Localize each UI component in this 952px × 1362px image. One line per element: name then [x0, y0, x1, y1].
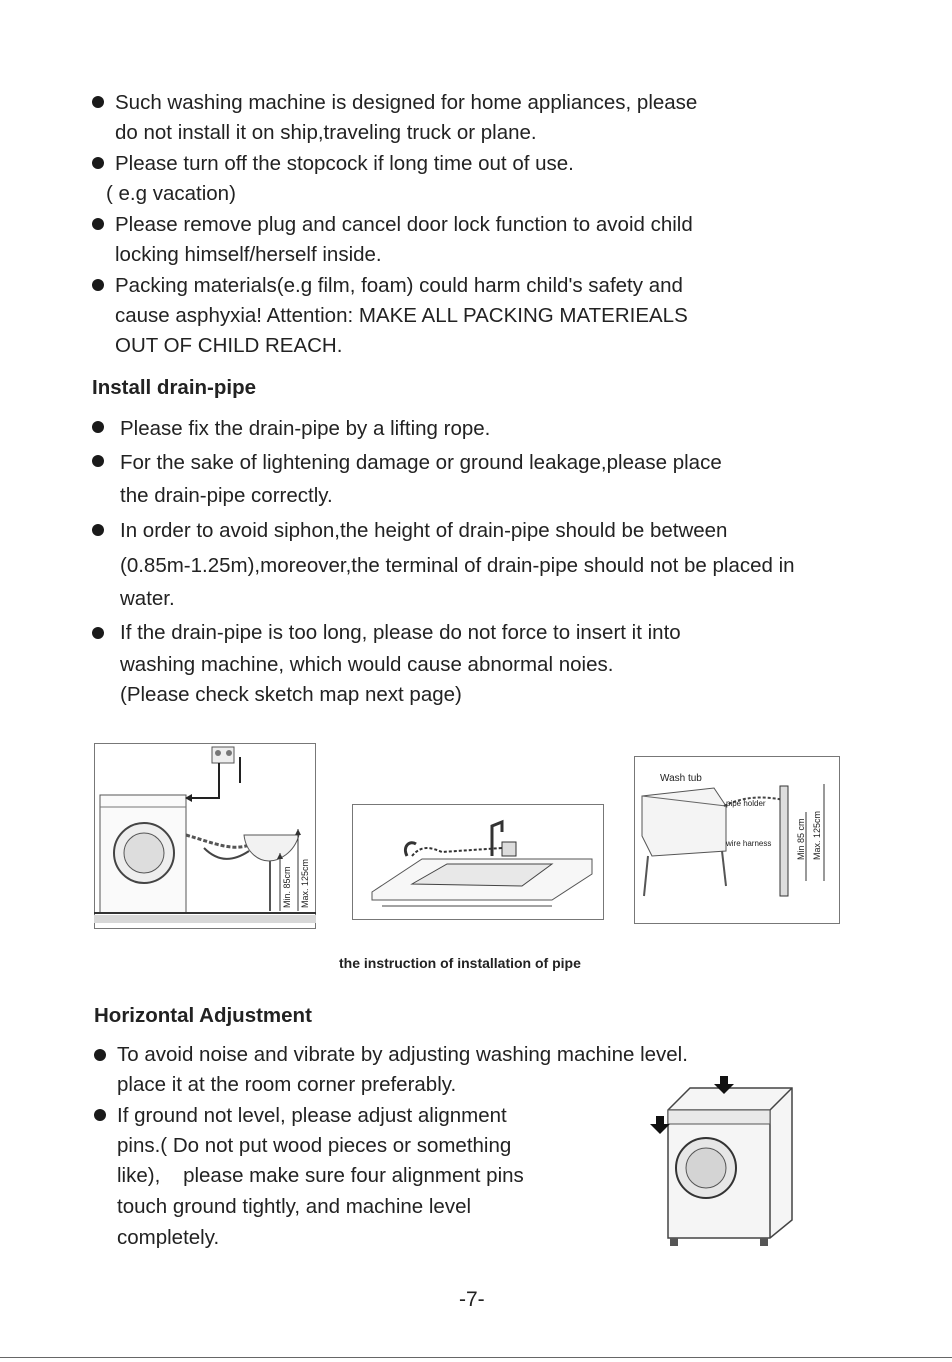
figure-wash-tub-svg — [634, 756, 840, 924]
horizontal-bullet-1-line-1: To avoid noise and vibrate by adjusting washing machine level. — [117, 1043, 688, 1066]
fig3-max-label: Max. 125cm — [812, 810, 822, 860]
intro-bullet-3-line-2: locking himself/herself inside. — [115, 243, 382, 266]
horizontal-bullet-2-line-1: If ground not level, please adjust alignment — [117, 1104, 507, 1127]
intro-bullet-3-line-1: Please remove plug and cancel door lock function to avoid child — [115, 213, 693, 236]
intro-bullet-2-line-1: Please turn off the stopcock if long time out of use. — [115, 152, 574, 175]
fig1-min-label: Min. 85cm — [282, 866, 292, 908]
drain-bullet-3-line-2: (0.85m-1.25m),moreover,the terminal of drain-pipe should not be placed in — [120, 554, 795, 577]
drain-section-heading: Install drain-pipe — [92, 376, 257, 399]
horizontal-section-heading: Horizontal Adjustment — [94, 1004, 312, 1027]
drain-bullet-2-line-2: the drain-pipe correctly. — [120, 484, 333, 507]
bullet-dot — [92, 421, 104, 433]
intro-bullet-4-line-3: OUT OF CHILD REACH. — [115, 334, 343, 357]
fig1-max-label: Max. 125cm — [300, 858, 310, 908]
fig3-holder-label: pipe holder — [726, 799, 766, 808]
horizontal-bullet-2-line-3: like), please make sure four alignment pins — [117, 1164, 524, 1187]
fig3-min-label: Min 85 cm — [796, 818, 806, 860]
drain-bullet-3-line-3: water. — [120, 587, 175, 610]
intro-bullet-1-line-1: Such washing machine is designed for home appliances, please — [115, 91, 698, 114]
intro-bullet-1-line-2: do not install it on ship,traveling truck or plane. — [115, 121, 537, 144]
figure-washer-drain-svg — [94, 743, 316, 929]
figure-machine-level — [650, 1070, 800, 1250]
figure-washer-drain — [94, 743, 316, 929]
horizontal-bullet-1-line-2: place it at the room corner preferably. — [117, 1073, 457, 1096]
bullet-dot — [94, 1049, 106, 1061]
figure-faucet-tub — [352, 804, 604, 920]
intro-bullet-4-line-2: cause asphyxia! Attention: MAKE ALL PACKING MATERIEALS — [115, 304, 688, 327]
drain-bullet-2-line-1: For the sake of lightening damage or ground leakage,please place — [120, 451, 722, 474]
bullet-dot — [92, 218, 104, 230]
figure-machine-level-svg — [650, 1070, 800, 1250]
horizontal-bullet-2-line-4: touch ground tightly, and machine level — [117, 1195, 472, 1218]
figure-faucet-tub-svg — [352, 804, 604, 920]
intro-bullet-4-line-1: Packing materials(e.g film, foam) could harm child's safety and — [115, 274, 683, 297]
bullet-dot — [92, 157, 104, 169]
horizontal-bullet-2-line-2: pins.( Do not put wood pieces or something — [117, 1134, 512, 1157]
drain-bullet-3-line-1: In order to avoid siphon,the height of drain-pipe should be between — [120, 519, 728, 542]
bullet-dot — [92, 627, 104, 639]
horizontal-bullet-2-line-5: completely. — [117, 1226, 220, 1249]
fig3-harness-label: wire harness — [726, 839, 772, 848]
drain-bullet-4-line-3: (Please check sketch map next page) — [120, 683, 462, 706]
fig3-tub-label: Wash tub — [660, 773, 702, 784]
page-number: -7- — [459, 1288, 485, 1311]
intro-bullet-2-line-2: ( e.g vacation) — [106, 182, 236, 205]
figure-wash-tub — [634, 756, 840, 924]
figure-caption: the instruction of installation of pipe — [339, 955, 581, 971]
bullet-dot — [92, 279, 104, 291]
bottom-rule — [0, 1357, 952, 1358]
bullet-dot — [94, 1109, 106, 1121]
drain-bullet-4-line-1: If the drain-pipe is too long, please do not force to insert it into — [120, 621, 681, 644]
bullet-dot — [92, 524, 104, 536]
drain-bullet-4-line-2: washing machine, which would cause abnormal noies. — [120, 653, 614, 676]
bullet-dot — [92, 455, 104, 467]
drain-bullet-1-line-1: Please fix the drain-pipe by a lifting rope. — [120, 417, 491, 440]
bullet-dot — [92, 96, 104, 108]
